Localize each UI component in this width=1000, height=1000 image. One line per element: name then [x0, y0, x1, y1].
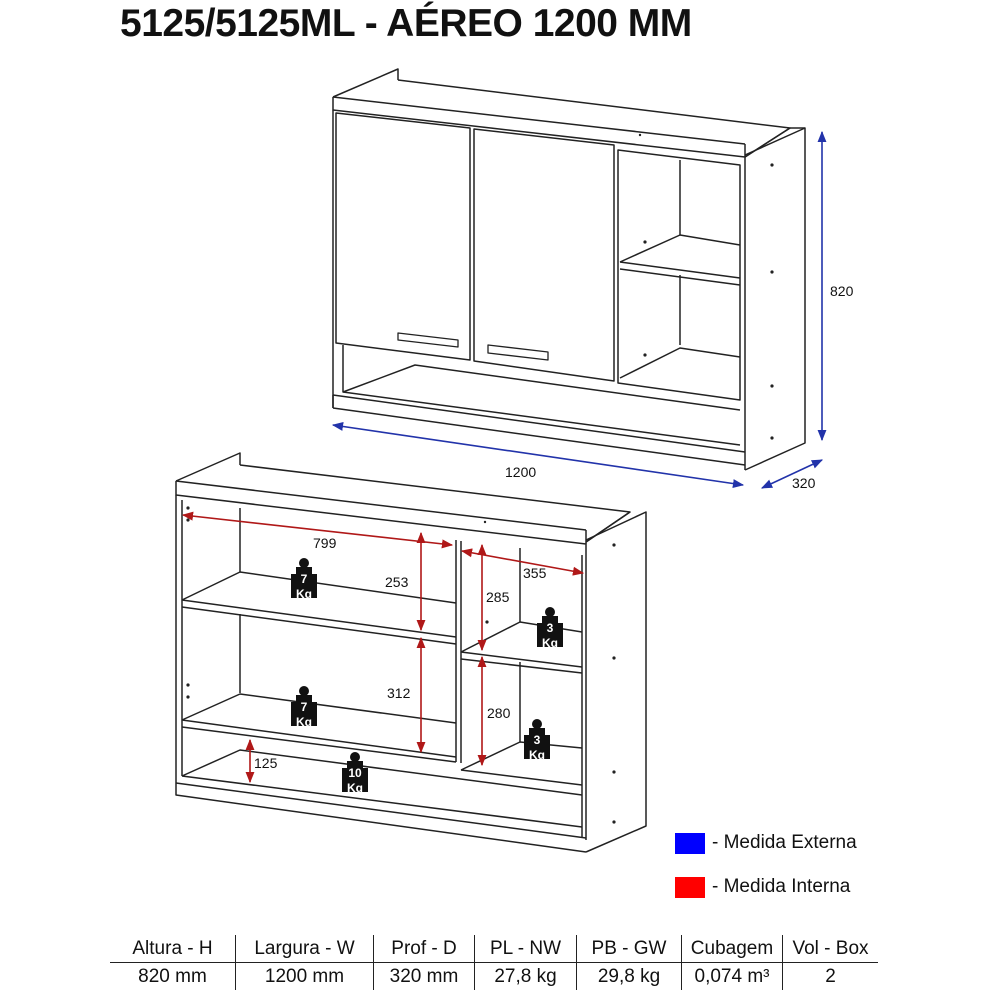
spec-value-net-weight: 27,8 kg [475, 963, 577, 991]
weight-icon-right-upper [537, 607, 563, 650]
closed-cabinet-view [333, 69, 805, 470]
spec-value-gross-weight: 29,8 kg [577, 963, 682, 991]
height-label: 820 [830, 283, 854, 299]
weight-unit: Kg [296, 715, 312, 729]
weight-unit: Kg [347, 781, 363, 795]
specs-value-row [110, 963, 878, 991]
spec-value-cubage: 0,074 m³ [682, 963, 783, 991]
spec-header-volumes: Vol - Box [783, 935, 879, 963]
spec-value-height: 820 mm [138, 965, 207, 987]
spec-header-cubage: Cubagem [682, 935, 783, 963]
width-label: 1200 [505, 464, 537, 480]
legend-external-label: - Medida Externa [712, 832, 857, 853]
page-title: 5125/5125ML - AÉREO 1200 MM [120, 2, 692, 45]
spec-header-gross-weight: PB - GW [577, 935, 682, 963]
niche-height-label: 125 [254, 755, 278, 771]
weight-unit: Kg [296, 587, 312, 601]
right-lower-height-label: 280 [487, 705, 511, 721]
weight-unit: Kg [542, 636, 558, 650]
right-width-label: 355 [523, 565, 547, 581]
external-dimensions [333, 132, 822, 488]
weight-unit: Kg [529, 748, 545, 762]
weight-icon-niche [342, 752, 368, 795]
weight-number: 10 [348, 766, 362, 780]
weight-number: 3 [533, 733, 541, 747]
left-lower-height-label: 312 [387, 685, 411, 701]
specs-header-row [110, 935, 878, 963]
spec-value-width: 1200 mm [236, 963, 374, 991]
weight-number: 7 [300, 572, 308, 586]
internal-color-swatch [675, 877, 705, 898]
weight-number: 7 [300, 700, 308, 714]
weight-icon-left-lower [291, 686, 317, 729]
spec-header-depth: Prof - D [374, 935, 475, 963]
legend-internal [675, 876, 850, 898]
weight-icon-right-lower [524, 719, 550, 762]
spec-header-width: Largura - W [236, 935, 374, 963]
spec-header-net-weight: PL - NW [475, 935, 577, 963]
legend-internal-label: - Medida Interna [712, 876, 851, 897]
spec-value-volumes: 2 [783, 963, 879, 991]
external-color-swatch [675, 833, 705, 854]
spec-value-depth: 320 mm [374, 963, 475, 991]
left-upper-height-label: 253 [385, 574, 409, 590]
open-cabinet-view [176, 453, 646, 852]
right-upper-height-label: 285 [486, 589, 510, 605]
spec-header-height: Altura - H [132, 937, 213, 959]
specs-table [110, 935, 878, 990]
left-width-label: 799 [313, 535, 337, 551]
depth-label: 320 [792, 475, 816, 491]
legend-external [675, 832, 857, 854]
weight-number: 3 [546, 621, 554, 635]
weight-icon-left-upper [291, 558, 317, 601]
width-dimension-line [333, 425, 743, 485]
